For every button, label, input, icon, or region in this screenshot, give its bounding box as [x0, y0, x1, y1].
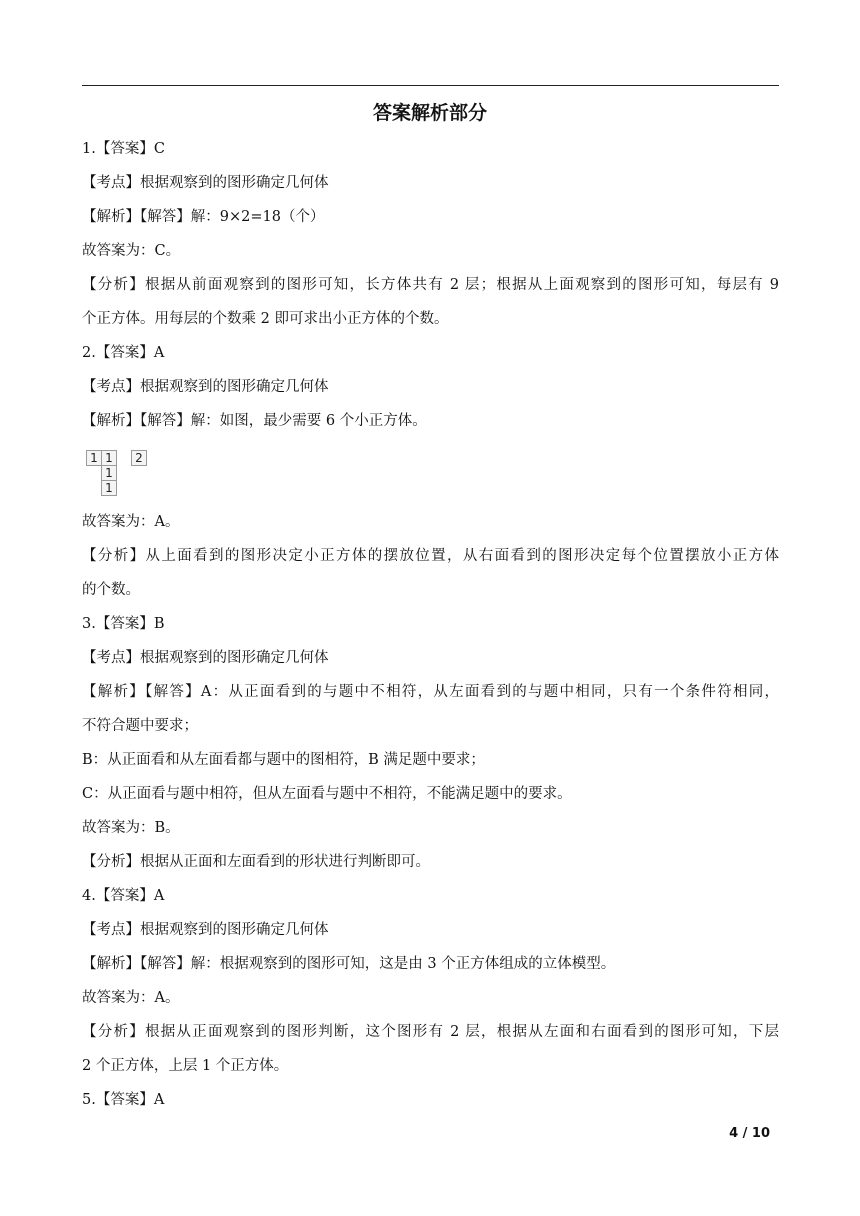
- solution-line: 【解析】【解答】解：根据观察到的图形可知，这是由 3 个正方体组成的立体模型。: [82, 956, 616, 972]
- solution-line: 【解析】【解答】A：从正面看到的与题中不相符，从左面看到的与题中相同，只有一个条件符相同，: [82, 684, 779, 700]
- figure-cell: 1: [101, 480, 117, 496]
- solution-line: C：从正面看与题中相符，但从左面看与题中不相符，不能满足题中的要求。: [82, 786, 572, 802]
- solution-line: 不符合题中要求；: [82, 718, 198, 734]
- answer-line: 5.【答案】A: [82, 1092, 165, 1108]
- conclusion-line: 故答案为：C。: [82, 243, 181, 259]
- page-number: 4 / 10: [729, 1126, 770, 1141]
- answer-line: 1.【答案】C: [82, 141, 165, 157]
- analysis-line: 【分析】根据从前面观察到的图形可知，长方体共有 2 层；根据从上面观察到的图形可知，每层有 9: [82, 277, 779, 293]
- analysis-line: 2 个正方体，上层 1 个正方体。: [82, 1058, 289, 1074]
- analysis-line: 个正方体。用每层的个数乘 2 即可求出小正方体的个数。: [82, 311, 449, 327]
- solution-line: 【解析】【解答】解：9×2=18（个）: [82, 209, 325, 225]
- topic-line: 【考点】根据观察到的图形确定几何体: [82, 650, 329, 666]
- figure-cell: 1: [101, 465, 117, 481]
- answer-line: 2.【答案】A: [82, 345, 165, 361]
- figure-cell: 1: [101, 450, 117, 466]
- analysis-line: 【分析】从上面看到的图形决定小正方体的摆放位置，从右面看到的图形决定每个位置摆放小正方体: [82, 548, 779, 564]
- figure-cell: 2: [131, 450, 147, 466]
- topic-line: 【考点】根据观察到的图形确定几何体: [82, 922, 329, 938]
- conclusion-line: 故答案为：A。: [82, 990, 180, 1006]
- analysis-line: 的个数。: [82, 582, 140, 598]
- answer-line: 3.【答案】B: [82, 616, 165, 632]
- solution-line: 【解析】【解答】解：如图，最少需要 6 个小正方体。: [82, 413, 427, 429]
- page-title: 答案解析部分: [372, 102, 487, 124]
- top-view-figure: [86, 450, 146, 500]
- answer-line: 4.【答案】A: [82, 888, 165, 904]
- analysis-line: 【分析】根据从正面观察到的图形判断，这个图形有 2 层，根据从左面和右面看到的图形可知，下层: [82, 1024, 779, 1040]
- header-rule: [82, 85, 779, 86]
- solution-line: B：从正面看和从左面看都与题中的图相符，B 满足题中要求；: [82, 752, 485, 768]
- topic-line: 【考点】根据观察到的图形确定几何体: [82, 175, 329, 191]
- figure-cell: 1: [86, 450, 102, 466]
- topic-line: 【考点】根据观察到的图形确定几何体: [82, 379, 329, 395]
- analysis-line: 【分析】根据从正面和左面看到的形状进行判断即可。: [82, 854, 430, 870]
- conclusion-line: 故答案为：A。: [82, 514, 180, 530]
- conclusion-line: 故答案为：B。: [82, 820, 180, 836]
